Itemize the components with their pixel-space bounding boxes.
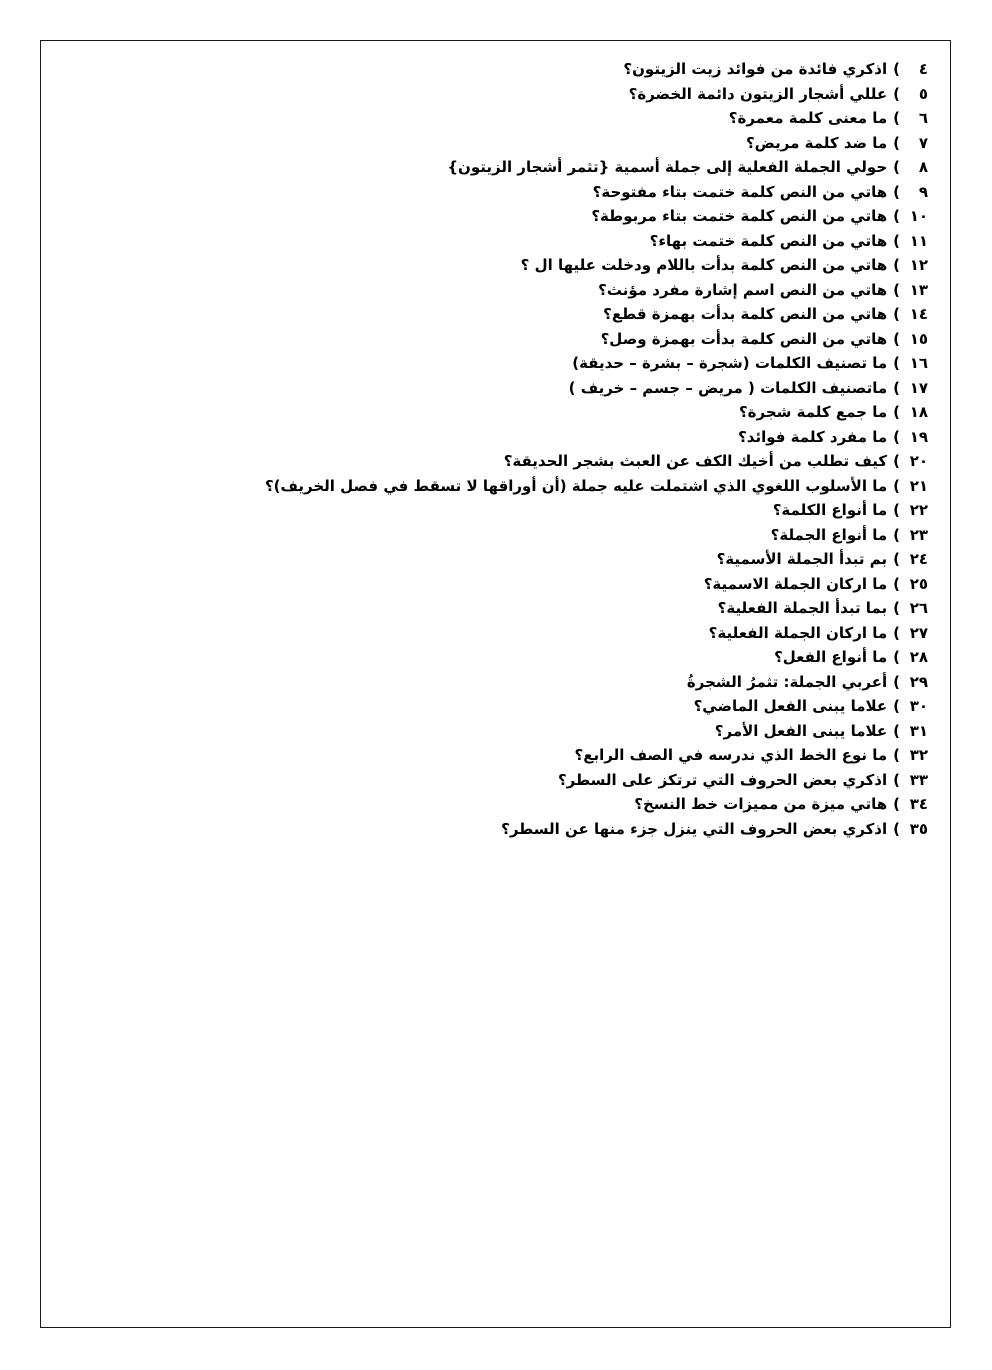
question-number: ٢٨ [909,648,928,666]
question-number: ١١ [909,231,928,250]
question-item [228,131,928,156]
question-number: ٥ [918,84,928,103]
question-text: حولي الجملة الفعلية إلى جملة أسمية {تثمر أشجار الزيتون} [447,158,888,176]
question-number: ١٤ [909,305,928,323]
question-paren: ) [893,648,900,666]
question-number: ٢٤ [909,550,928,568]
question-paren: ) [893,329,900,348]
question-text: هاتي من النص كلمة ختمت بهاء؟ [649,231,888,250]
question-number: ٢٢ [909,501,928,519]
question-item [228,694,928,719]
question-number: ٢٠ [909,452,928,470]
question-item [228,155,928,180]
question-item [228,425,928,450]
question-item [228,792,928,817]
question-paren: ) [893,770,900,789]
question-text: ماتصنيف الكلمات ( مريض – جسم – خريف ) [568,378,888,397]
question-text: ما تصنيف الكلمات (شجرة – بشرة – حديقة) [572,354,888,372]
question-text: ما أنواع الجملة؟ [770,525,888,544]
question-paren: ) [893,746,900,764]
question-text: بم تبدأ الجملة الأسمية؟ [716,550,888,568]
question-number: ٢٥ [909,574,928,593]
question-number: ٢٩ [909,672,928,691]
question-text: اذكري بعض الحروف التي ترتكز على السطر؟ [557,770,888,789]
question-paren: ) [893,60,900,78]
question-text: ما جمع كلمة شجرة؟ [738,403,888,421]
question-number: ٣٥ [909,819,928,838]
question-text: ما معنى كلمة معمرة؟ [728,109,888,127]
question-item [228,180,928,205]
question-text: اذكري بعض الحروف التي ينزل جزء منها عن السطر؟ [501,819,888,838]
question-number: ٢١ [909,476,928,495]
question-number: ١٨ [909,403,928,421]
question-number: ١٢ [909,256,928,274]
question-paren: ) [893,452,900,470]
question-paren: ) [893,84,900,103]
question-paren: ) [893,403,900,421]
question-item [228,645,928,670]
question-paren: ) [893,109,900,127]
question-number: ٦ [918,109,928,127]
question-text: ما ضد كلمة مريض؟ [745,133,888,152]
question-item [228,351,928,376]
question-paren: ) [893,354,900,372]
question-text: ما الأسلوب اللغوي الذي اشتملت عليه جملة (أن أوراقها لا تسقط في فصل الخريف)؟ [264,476,888,495]
question-paren: ) [893,256,900,274]
question-number: ٢٣ [909,525,928,544]
question-item [228,743,928,768]
question-paren: ) [893,158,900,176]
question-text: بما تبدأ الجملة الفعلية؟ [717,599,888,617]
question-text: أعربي الجملة: تثمرُ الشجرةُ [686,672,888,691]
question-item [228,768,928,793]
question-paren: ) [893,476,900,495]
question-item [228,817,928,842]
question-item [228,400,928,425]
question-text: علاما يبنى الفعل الأمر؟ [714,721,888,740]
question-number: ٩ [918,182,928,201]
question-text: هاتي من النص اسم إشارة مفرد مؤنث؟ [598,280,888,299]
question-paren: ) [893,550,900,568]
question-paren: ) [893,378,900,397]
question-item [228,327,928,352]
question-paren: ) [893,182,900,201]
question-item [228,57,928,82]
question-item [228,278,928,303]
question-paren: ) [893,280,900,299]
question-number: ٢٦ [909,599,928,617]
question-paren: ) [893,525,900,544]
question-paren: ) [893,795,900,813]
question-number: ٨ [918,158,928,176]
question-item [228,547,928,572]
question-text: ما نوع الخط الذي ندرسه في الصف الرابع؟ [574,746,888,764]
question-item [228,719,928,744]
question-number: ٧ [918,133,928,152]
question-text: علاما يبنى الفعل الماضي؟ [693,697,888,715]
question-item [228,82,928,107]
question-paren: ) [893,697,900,715]
question-number: ٤ [918,60,928,78]
question-text: كيف تطلب من أخيك الكف عن العبث بشجر الحديقة؟ [503,452,888,470]
question-paren: ) [893,501,900,519]
question-number: ١٣ [909,280,928,299]
question-paren: ) [893,574,900,593]
question-paren: ) [893,819,900,838]
question-paren: ) [893,305,900,323]
question-item [228,670,928,695]
question-item [228,204,928,229]
question-text: هاتي من النص كلمة بدأت بهمزة قطع؟ [603,305,888,323]
question-number: ١٦ [909,354,928,372]
question-text: اذكري فائدة من فوائد زيت الزيتون؟ [623,60,888,78]
question-text: هاتي من النص كلمة ختمت بتاء مربوطة؟ [591,207,888,225]
question-number: ٣١ [909,721,928,740]
question-number: ٣٠ [909,697,928,715]
question-list [228,57,928,841]
question-paren: ) [893,133,900,152]
question-number: ٣٢ [909,746,928,764]
question-item [228,498,928,523]
question-text: هاتي ميزة من مميزات خط النسخ؟ [634,795,888,813]
question-item [228,621,928,646]
question-item [228,376,928,401]
question-text: هاتي من النص كلمة بدأت باللام ودخلت عليها ال ؟ [520,256,888,274]
question-item [228,302,928,327]
question-item [228,253,928,278]
question-text: ما أنواع الفعل؟ [774,648,888,666]
question-paren: ) [893,207,900,225]
question-item [228,449,928,474]
question-item [228,523,928,548]
question-number: ١٥ [909,329,928,348]
question-item [228,229,928,254]
question-number: ٢٧ [909,623,928,642]
question-number: ٣٣ [909,770,928,789]
question-text: هاتي من النص كلمة ختمت بتاء مفتوحة؟ [592,182,888,201]
question-text: ما أنواع الكلمة؟ [772,501,888,519]
question-text: ما مفرد كلمة فوائد؟ [738,427,888,446]
question-item [228,474,928,499]
question-paren: ) [893,231,900,250]
question-paren: ) [893,721,900,740]
question-number: ١٠ [909,207,928,225]
question-item [228,106,928,131]
question-text: هاتي من النص كلمة بدأت بهمزة وصل؟ [600,329,888,348]
question-text: عللي أشجار الزيتون دائمة الخضرة؟ [628,84,888,103]
question-item [228,596,928,621]
question-paren: ) [893,672,900,691]
question-item [228,572,928,597]
question-number: ١٧ [909,378,928,397]
question-text: ما اركان الجملة الفعلية؟ [708,623,888,642]
question-paren: ) [893,599,900,617]
question-paren: ) [893,427,900,446]
question-text: ما اركان الجملة الاسمية؟ [703,574,888,593]
question-number: ١٩ [909,427,928,446]
question-number: ٣٤ [909,795,928,813]
question-paren: ) [893,623,900,642]
